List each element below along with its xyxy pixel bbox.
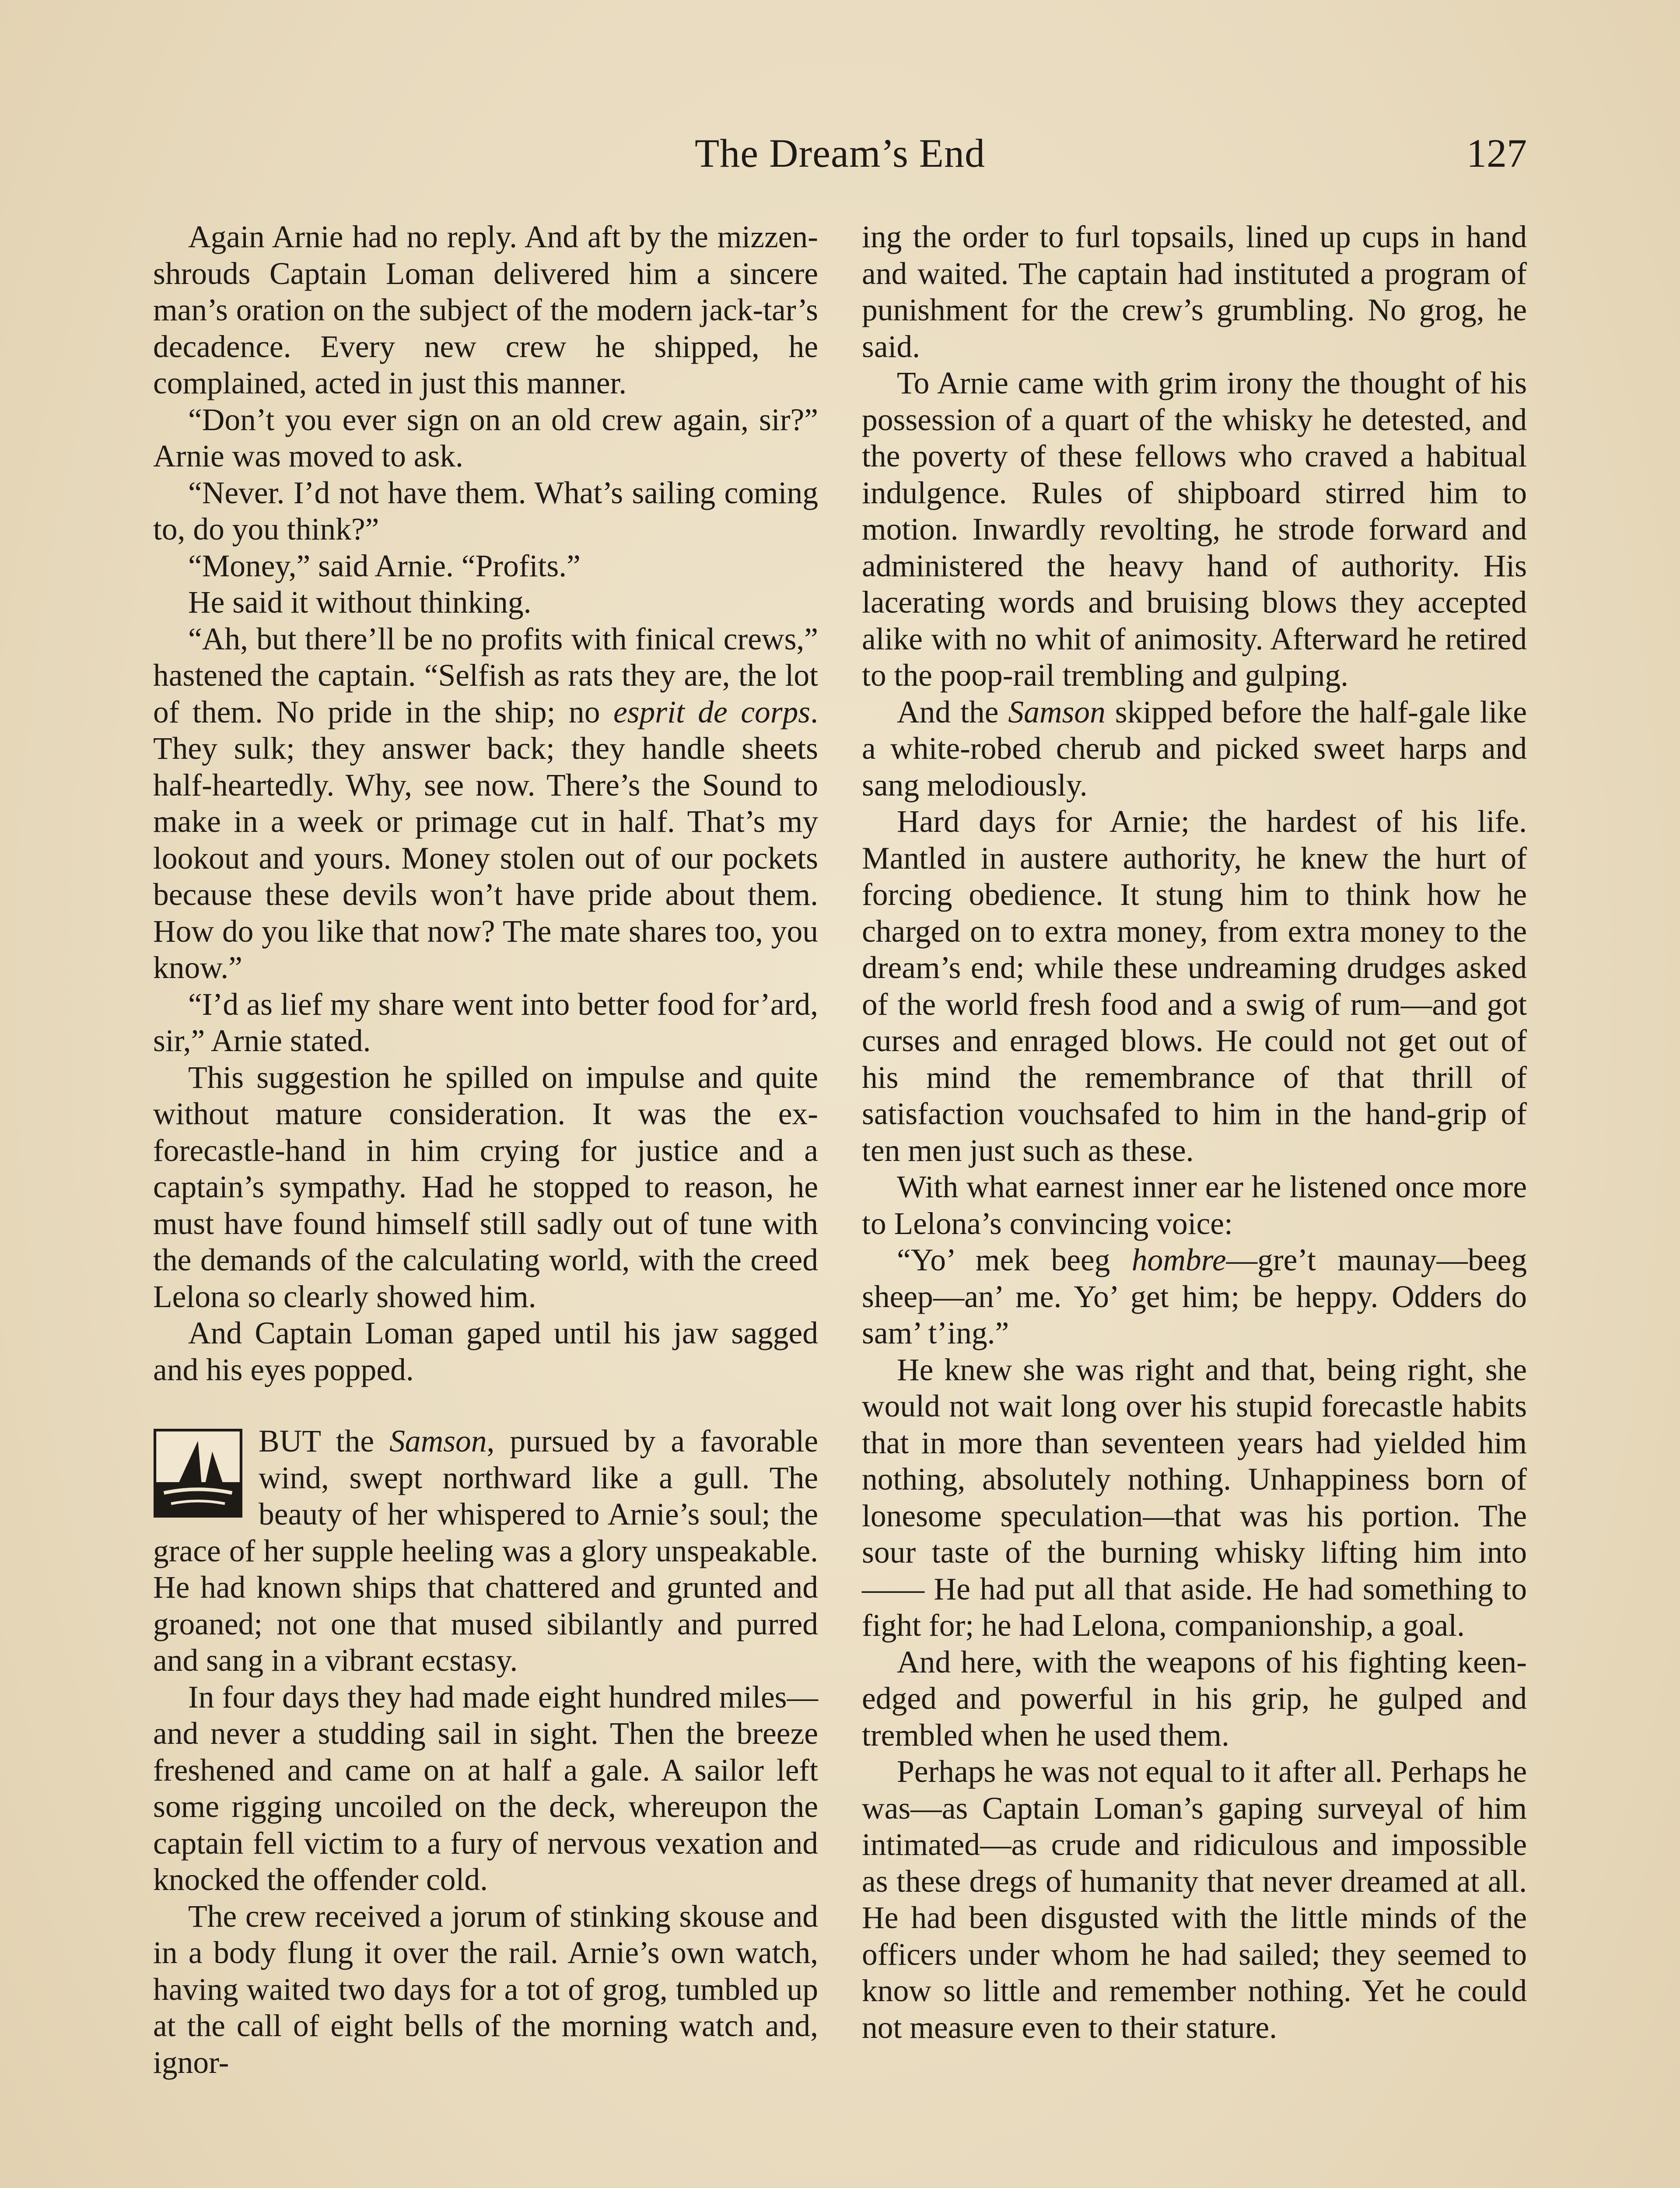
paragraph: “Never. I’d not have them. What’s sailing coming to, do you think?”	[153, 475, 818, 547]
page-number: 127	[1466, 131, 1527, 175]
paragraph: In four days they had made eight hundred miles—and never a studding sail in sight. Then the breeze freshened and came on at half a gale. A sailor left some rigging uncoiled on the deck, whereupon the captain fell victim to a fury of nervous vexation and knocked the offender cold.	[153, 1680, 818, 1897]
continued-paragraph: ing the order to furl topsails, lined up cups in hand and waited. The captain had instituted a program of punishment for the crew’s grumbling. No grog, he said.	[862, 220, 1527, 364]
sailing-ship-icon	[153, 1428, 243, 1518]
paragraph: Again Arnie had no reply. And aft by the mizzen-shrouds Captain Loman delivered him a sincere man’s oration on the subject of the modern jack-tar’s decadence. Every new crew he shipped, he complained, acted in just this manner.	[153, 220, 818, 400]
paragraph: He said it without thinking.	[188, 585, 532, 620]
right-column	[862, 219, 1527, 2046]
text-run: , pursued by a favorable wind, swept northward like a gull. The beauty of her whispered to Arnie’s soul; the grace of her supple heeling was a glory unspeakable. He had known ships that chattered and grunted and groaned; not one that mused sibilantly and purred and sang in a vibrant ecstasy.	[153, 1424, 818, 1678]
paragraph: The crew received a jorum of stinking skouse and in a body flung it over the rail. Arnie’s own watch, having waited two days for a tot of grog, tumbled up at the call of eight bells of the morning watch and, ignor-	[153, 1899, 818, 2080]
text-run: “Ah, but there’ll be no profits with finical crews,” hastened the captain. “Selfish as rats they are, the lot of them. No pride in the ship; no	[153, 621, 818, 729]
text-run: —gre’t maunay—beeg sheep—an’ me. Yo’ get him; be heppy. Odders do sam’ t’ing.”	[862, 1243, 1527, 1350]
paragraph	[153, 621, 818, 986]
paragraph: “Money,” said Arnie. “Profits.”	[188, 548, 581, 583]
section-start-paragraph	[153, 1423, 818, 1679]
text-run: “Yo’ mek beeg	[897, 1243, 1132, 1277]
paragraph	[862, 1242, 1527, 1352]
paragraph: To Arnie came with grim irony the thought of his possession of a quart of the whisky he detested, and the poverty of these fellows who craved a habitual indulgence. Rules of shipboard stirred him to motion. Inwardly revolting, he strode forward and administered the heavy hand of authority. His lacerating words and bruising blows they accepted alike with no whit of animosity. Afterward he retired to the poop-rail trembling and gulping.	[862, 366, 1527, 693]
running-head	[153, 127, 1527, 179]
paragraph: Hard days for Arnie; the hardest of his life. Mantled in austere authority, he knew the hurt of forcing obedience. It stung him to think how he charged on to extra money, from extra money to the dream’s end; while these undreaming drudges asked of the world fresh food and a swig of rum—and got curses and enraged blows. He could not get out of his mind the remembrance of that thrill of satisfaction vouchsafed to him in the hand-grip of ten men just such as these.	[862, 804, 1527, 1168]
running-title: The Dream’s End	[695, 131, 985, 175]
paragraph: He knew she was right and that, being right, she would not wait long over his stupid forecastle habits that in more than seventeen years had yielded him nothing, absolutely nothing. Unhappiness born of lonesome speculation—that was his portion. The sour taste of the burning whisky lifting him into —— He had put all that aside. He had something to fight for; he had Lelona, companionship, a goal.	[862, 1352, 1527, 1643]
italic-ship-name: Samson	[389, 1424, 487, 1459]
paragraph	[862, 694, 1527, 804]
italic-phrase: esprit de corps	[613, 694, 811, 729]
text-run: BUT the	[259, 1424, 390, 1459]
left-column	[153, 219, 818, 2081]
text-run: And the	[897, 694, 1008, 729]
paragraph: And Captain Loman gaped until his jaw sagged and his eyes popped.	[153, 1316, 818, 1387]
paragraph: This suggestion he spilled on impulse and quite without mature consideration. It was the ex-forecastle-hand in him crying for justice and a captain’s sympathy. Had he stopped to reason, he must have found himself still sadly out of tune with the demands of the calculating world, with the creed Lelona so clearly showed him.	[153, 1060, 818, 1314]
paragraph: With what earnest inner ear he listened once more to Lelona’s convincing voice:	[862, 1170, 1527, 1241]
paragraph: “Don’t you ever sign on an old crew again, sir?” Arnie was moved to ask.	[153, 402, 818, 473]
paragraph: Perhaps he was not equal to it after all. Perhaps he was—as Captain Loman’s gaping surveyal of him intimated—as crude and ridiculous and impossible as these dregs of humanity that never dreamed at all. He had been disgusted with the little minds of the officers under whom he had sailed; they seemed to know so little and remember nothing. Yet he could not measure even to their stature.	[862, 1754, 1527, 2045]
text-run: skipped before the half-gale like a white-robed cherub and picked sweet harps and sang melodiously.	[862, 694, 1527, 803]
paragraph: And here, with the weapons of his fighting keen-edged and powerful in his grip, he gulped and trembled when he used them.	[862, 1645, 1527, 1753]
italic-ship-name: Samson	[1008, 694, 1106, 729]
paragraph: “I’d as lief my share went into better food for’ard, sir,” Arnie stated.	[153, 987, 818, 1058]
italic-word: hombre	[1131, 1243, 1226, 1277]
text-run: . They sulk; they answer back; they handle sheets half-heartedly. Why, see now. There’s the Sound to make in a week or primage cut in half. That’s my lookout and yours. Money stolen out of our pockets because these devils won’t have pride about them. How do you like that now? The mate shares too, you know.”	[153, 694, 818, 985]
